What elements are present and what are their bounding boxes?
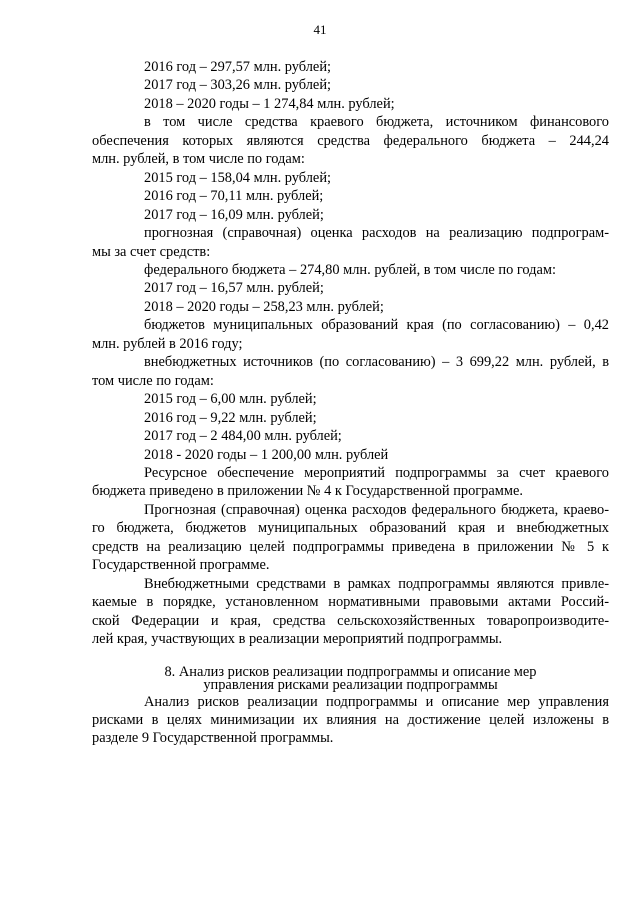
- text-line: лей края, участвующих в реализации мероприятий подпрограммы.: [92, 631, 503, 648]
- text-line: бюджетов муниципальных образований края (по согласованию) – 0,42: [144, 317, 609, 334]
- text-line: го бюджета, бюджетов муниципальных образований края и внебюджетных: [92, 520, 609, 537]
- text-line: рисками в целях минимизации их влияния на достижение целей изложены в: [92, 711, 609, 728]
- text-line: 2017 год – 16,09 млн. рублей;: [144, 206, 324, 223]
- section-heading-line-2: управления рисками реализации подпрограммы: [203, 677, 498, 693]
- section-heading-line-1: 8. Анализ рисков реализации подпрограммы и описание мер: [164, 663, 537, 680]
- text-line: 2015 год – 6,00 млн. рублей;: [144, 391, 317, 408]
- text-line: том числе по годам:: [92, 372, 214, 389]
- text-line: млн. рублей в 2016 году;: [92, 335, 243, 352]
- text-line: обеспечения которых являются средства федерального бюджета – 244,24: [92, 132, 609, 149]
- section-heading: [92, 663, 609, 693]
- text-line: 2015 год – 158,04 млн. рублей;: [144, 169, 332, 186]
- text-line: внебюджетных источников (по согласованию) – 3 699,22 млн. рублей, в: [144, 354, 609, 371]
- text-line: бюджета приведено в приложении № 4 к Государственной программе.: [92, 483, 523, 500]
- text-line: млн. рублей, в том числе по годам:: [92, 151, 305, 168]
- text-line: Анализ рисков реализации подпрограммы и описание мер управления: [144, 693, 609, 710]
- text-line: федерального бюджета – 274,80 млн. рублей, в том числе по годам:: [144, 261, 556, 278]
- text-line: Государственной программе.: [92, 557, 270, 574]
- body-text: [92, 58, 609, 649]
- text-line: 2017 год – 2 484,00 млн. рублей;: [144, 428, 342, 445]
- text-line: 2016 год – 9,22 млн. рублей;: [144, 409, 317, 426]
- text-line: мы за счет средств:: [92, 243, 211, 260]
- text-line: в том числе средства краевого бюджета, источником финансового: [144, 114, 609, 131]
- page-number: 41: [313, 22, 327, 37]
- document-body: [92, 58, 609, 748]
- text-line: Внебюджетными средствами в рамках подпрограммы являются привле-: [144, 575, 609, 592]
- text-line: 2018 – 2020 годы – 1 274,84 млн. рублей;: [144, 95, 395, 112]
- text-line: 2018 – 2020 годы – 258,23 млн. рублей;: [144, 298, 384, 315]
- text-line: Ресурсное обеспечение мероприятий подпрограммы за счет краевого: [144, 464, 609, 481]
- text-line: 2017 год – 303,26 млн. рублей;: [144, 77, 332, 94]
- text-line: 2016 год – 297,57 млн. рублей;: [144, 59, 332, 75]
- text-line: 2017 год – 16,57 млн. рублей;: [144, 280, 324, 297]
- text-line: прогнозная (справочная) оценка расходов на реализацию подпрограм-: [144, 225, 609, 242]
- text-line: ской Федерации и края, средства сельскохозяйственных товаропроизводите-: [92, 612, 609, 629]
- text-line: разделе 9 Государственной программы.: [92, 730, 334, 747]
- text-line: каемые в порядке, установленном нормативными правовыми актами Россий-: [92, 594, 609, 611]
- text-line: 2018 - 2020 годы – 1 200,00 млн. рублей: [144, 446, 389, 463]
- text-line: 2016 год – 70,11 млн. рублей;: [144, 188, 324, 205]
- section-text: [92, 693, 609, 748]
- text-line: средств на реализацию целей подпрограммы приведена в приложении № 5 к: [92, 538, 609, 555]
- text-line: Прогнозная (справочная) оценка расходов федерального бюджета, краево-: [144, 501, 609, 518]
